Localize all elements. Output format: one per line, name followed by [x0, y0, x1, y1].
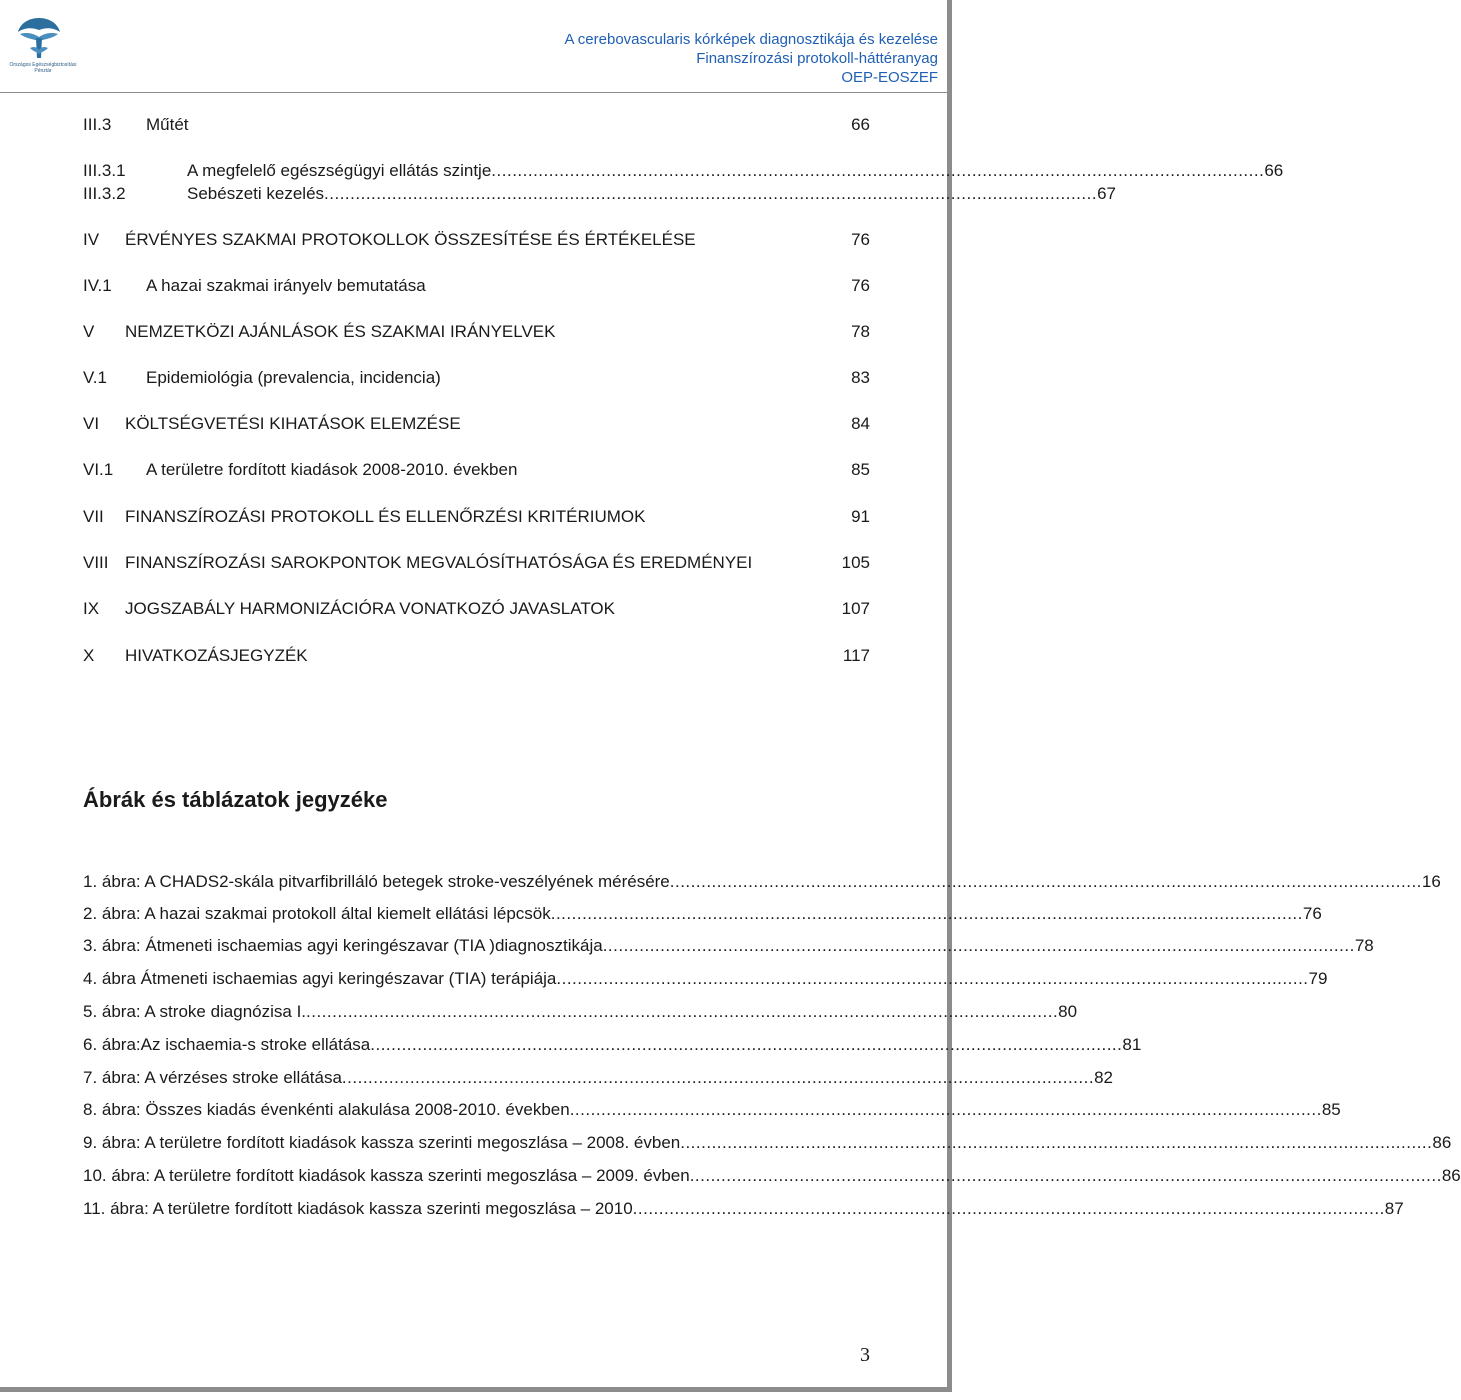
header-organization: OEP-EOSZEF — [841, 69, 938, 86]
toc-page: 105 — [841, 553, 870, 572]
figure-dot-leader: ................................................................................................................................................ — [306, 1002, 1059, 1021]
figure-entry[interactable] — [83, 1165, 1461, 1187]
figure-title: 6. ábra:Az ischaemia-s stroke ellátása — [83, 1035, 371, 1054]
figure-page: 78 — [1354, 936, 1374, 955]
figure-dot-leader: ................................................................................................................................................ — [669, 872, 1422, 891]
toc-entry[interactable] — [83, 645, 870, 667]
toc-entry[interactable] — [83, 160, 1284, 182]
figure-page: 16 — [1421, 872, 1441, 891]
toc-title: A területre fordított kiadások 2008-2010. években — [146, 460, 518, 479]
figure-title: 10. ábra: A területre fordított kiadások kassza szerinti megoszlása – 2009. évben — [83, 1166, 690, 1185]
figure-entry[interactable] — [83, 871, 1441, 893]
figure-page: 76 — [1302, 904, 1322, 923]
toc-title: NEMZETKÖZI AJÁNLÁSOK ÉS SZAKMAI IRÁNYELVEK — [125, 322, 556, 341]
toc-page: 107 — [841, 599, 870, 618]
toc-number: III.3.2 — [83, 184, 126, 203]
toc-title: A hazai szakmai irányelv bemutatása — [146, 276, 426, 295]
figure-entry[interactable] — [83, 968, 1328, 990]
toc-entry[interactable] — [83, 413, 870, 435]
figure-dot-leader: ................................................................................................................................................ — [556, 969, 1309, 988]
toc-title: A megfelelő egészségügyi ellátás szintje — [187, 161, 492, 180]
header-subtitle: Finanszírozási protokoll-háttéranyag — [696, 50, 938, 67]
toc-page: 83 — [851, 368, 870, 387]
toc-entry[interactable] — [83, 598, 870, 620]
figure-page: 87 — [1384, 1199, 1404, 1218]
toc-number: IX — [83, 599, 100, 618]
toc-title: Műtét — [146, 115, 189, 134]
toc-number: VI — [83, 414, 100, 433]
toc-number: X — [83, 646, 95, 665]
figure-page: 81 — [1122, 1035, 1142, 1054]
figure-dot-leader: ................................................................................................................................................ — [550, 904, 1303, 923]
logo-caption: Országos Egészségbiztosítási Pénztár — [9, 62, 77, 74]
figure-title: 5. ábra: A stroke diagnózisa I. — [83, 1002, 307, 1021]
toc-number: V — [83, 322, 95, 341]
figure-entry[interactable] — [83, 1067, 1113, 1089]
figure-dot-leader: ................................................................................................................................................ — [370, 1035, 1123, 1054]
figure-entry[interactable] — [83, 1001, 1078, 1023]
figure-page: 86 — [1432, 1133, 1452, 1152]
toc-number: VI.1 — [83, 460, 114, 479]
toc-page: 91 — [851, 507, 870, 526]
figure-title: 7. ábra: A vérzéses stroke ellátása — [83, 1068, 342, 1087]
header-title: A cerebovascularis kórképek diagnosztikája és kezelése — [564, 31, 938, 48]
toc-dot-leader: .................................................................................................................................................... — [324, 184, 1098, 203]
toc-entry[interactable] — [83, 114, 870, 136]
toc-entry[interactable] — [83, 183, 1116, 205]
figure-entry[interactable] — [83, 1198, 1404, 1220]
toc-entry[interactable] — [83, 552, 870, 574]
toc-title: FINANSZÍROZÁSI PROTOKOLL ÉS ELLENŐRZÉSI KRITÉRIUMOK — [125, 507, 646, 526]
toc-page: 76 — [851, 276, 870, 295]
toc-entry[interactable] — [83, 275, 870, 297]
page-number: 3 — [860, 1344, 870, 1366]
figure-entry[interactable] — [83, 1034, 1142, 1056]
figure-title: 11. ábra: A területre fordított kiadások kassza szerinti megoszlása – 2010 — [83, 1199, 633, 1218]
toc-number: IV — [83, 230, 100, 249]
figure-entry[interactable] — [83, 903, 1322, 925]
toc-page: 84 — [851, 414, 870, 433]
figure-title: 3. ábra: Átmeneti ischaemias agyi keringészavar (TIA )diagnosztikája — [83, 936, 603, 955]
figure-dot-leader: ................................................................................................................................................ — [602, 936, 1355, 955]
figure-entry[interactable] — [83, 1132, 1452, 1154]
figures-heading: Ábrák és táblázatok jegyzéke — [83, 787, 388, 812]
document-header — [564, 30, 938, 87]
toc-number: V.1 — [83, 368, 107, 387]
toc-entry[interactable] — [83, 367, 870, 389]
toc-title: JOGSZABÁLY HARMONIZÁCIÓRA VONATKOZÓ JAVASLATOK — [125, 599, 615, 618]
figure-dot-leader: ................................................................................................................................................ — [569, 1100, 1322, 1119]
figure-page: 79 — [1308, 969, 1328, 988]
toc-page: 85 — [851, 460, 870, 479]
figure-entry[interactable] — [83, 1099, 1341, 1121]
header-divider — [0, 92, 947, 93]
figure-dot-leader: ................................................................................................................................................ — [632, 1199, 1385, 1218]
figure-title: 9. ábra: A területre fordított kiadások kassza szerinti megoszlása – 2008. évben — [83, 1133, 681, 1152]
toc-number: III.3.1 — [83, 161, 126, 180]
toc-page: 66 — [1264, 161, 1284, 180]
toc-dot-leader: .................................................................................................................................................... — [491, 161, 1265, 180]
figure-page: 80 — [1058, 1002, 1078, 1021]
figure-dot-leader: ................................................................................................................................................ — [341, 1068, 1095, 1087]
figure-dot-leader: ................................................................................................................................................ — [680, 1133, 1433, 1152]
figure-page: 85 — [1321, 1100, 1341, 1119]
toc-title: Epidemiológia (prevalencia, incidencia) — [146, 368, 441, 387]
toc-page: 76 — [851, 230, 870, 249]
toc-title: KÖLTSÉGVETÉSI KIHATÁSOK ELEMZÉSE — [125, 414, 461, 433]
logo-emblem-icon — [6, 14, 72, 62]
toc-title: FINANSZÍROZÁSI SAROKPONTOK MEGVALÓSÍTHATÓSÁGA ÉS EREDMÉNYEI — [125, 553, 753, 572]
toc-page: 117 — [842, 646, 870, 665]
figure-title: 2. ábra: A hazai szakmai protokoll által kiemelt ellátási lépcsök — [83, 904, 551, 923]
toc-entry[interactable] — [83, 506, 870, 528]
toc-number: IV.1 — [83, 276, 112, 295]
toc-page: 66 — [851, 115, 870, 134]
figure-page: 82 — [1094, 1068, 1113, 1087]
toc-entry[interactable] — [83, 459, 870, 481]
figure-page: 86 — [1441, 1166, 1461, 1185]
figure-entry[interactable] — [83, 935, 1374, 957]
figure-title: 8. ábra: Összes kiadás évenkénti alakulása 2008-2010. években — [83, 1100, 570, 1119]
toc-number: VIII — [83, 553, 109, 572]
toc-number: VII — [83, 507, 104, 526]
toc-title: HIVATKOZÁSJEGYZÉK — [125, 646, 308, 665]
toc-entry[interactable] — [83, 229, 870, 251]
toc-page: 67 — [1097, 184, 1116, 203]
figure-dot-leader: ................................................................................................................................................ — [689, 1166, 1442, 1185]
toc-page: 78 — [851, 322, 870, 341]
toc-title: Sebészeti kezelés — [187, 184, 325, 203]
figure-title: 1. ábra: A CHADS2-skála pitvarfibrilláló betegek stroke-veszélyének mérésére — [83, 872, 670, 891]
toc-number: III.3 — [83, 115, 112, 134]
figure-title: 4. ábra Átmeneti ischaemias agyi keringészavar (TIA) terápiája — [83, 969, 557, 988]
toc-title: ÉRVÉNYES SZAKMAI PROTOKOLLOK ÖSSZESÍTÉSE ÉS ÉRTÉKELÉSE — [125, 230, 696, 249]
organization-logo — [6, 14, 77, 78]
toc-entry[interactable] — [83, 321, 870, 343]
